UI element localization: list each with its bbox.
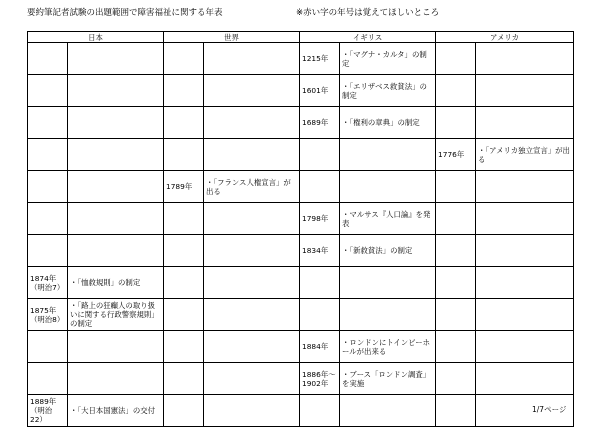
japan-event-cell: ・「路上の狂癲人の取り扱いに関する行政警察規則」の制定 [68,299,164,331]
world-event-cell [204,363,300,395]
header-japan: 日本 [28,32,164,43]
britain-event-cell: ・ロンドンにトインビーホールが出来る [340,331,436,363]
america-year-cell [436,107,476,139]
page-number: 1/7ページ [532,405,567,414]
america-year-cell [436,75,476,107]
america-event-cell [476,203,574,235]
japan-event-cell [68,203,164,235]
world-year-cell [164,203,204,235]
britain-year-cell: 1798年 [300,203,340,235]
america-event-cell: ・「アメリカ独立宣言」が出る [476,139,574,171]
britain-event-cell: ・ブース「ロンドン調査」を実施 [340,363,436,395]
america-event-cell [476,363,574,395]
japan-year-cell [28,75,68,107]
japan-year-cell [28,203,68,235]
britain-event-cell: ・「新救貧法」の制定 [340,235,436,267]
world-event-cell [204,107,300,139]
world-year-cell [164,43,204,75]
japan-event-cell [68,139,164,171]
world-year-cell [164,331,204,363]
japan-year-cell: 1889年 （明治22） [28,395,68,427]
america-event-cell [476,171,574,203]
world-year-cell [164,75,204,107]
world-event-cell [204,267,300,299]
japan-year-cell [28,107,68,139]
header-row [28,32,574,43]
america-event-cell [476,235,574,267]
table-row [28,395,574,427]
britain-year-cell: 1601年 [300,75,340,107]
world-year-cell [164,139,204,171]
header-britain: イギリス [300,32,436,43]
world-year-cell [164,299,204,331]
world-event-cell [204,395,300,427]
japan-year-cell [28,43,68,75]
america-year-cell [436,171,476,203]
britain-year-cell [300,395,340,427]
britain-year-cell: 1215年 [300,43,340,75]
world-event-cell: ・「フランス人権宣言」が出る [204,171,300,203]
table-row [28,203,574,235]
britain-event-cell [340,267,436,299]
japan-event-cell [68,171,164,203]
britain-year-cell: 1884年 [300,331,340,363]
japan-year-cell [28,363,68,395]
world-year-cell [164,363,204,395]
britain-event-cell [340,395,436,427]
table-row [28,107,574,139]
britain-event-cell: ・マルサス『人口論』を発表 [340,203,436,235]
world-event-cell [204,43,300,75]
america-year-cell [436,203,476,235]
table-row [28,331,574,363]
japan-year-cell [28,331,68,363]
japan-year-cell [28,171,68,203]
table-row [28,267,574,299]
america-event-cell [476,43,574,75]
america-year-cell [436,267,476,299]
japan-event-cell [68,363,164,395]
britain-year-cell [300,267,340,299]
britain-event-cell: ・「権利の章典」の制定 [340,107,436,139]
japan-year-cell: 1874年 （明治7） [28,267,68,299]
world-year-cell [164,395,204,427]
header-america: アメリカ [436,32,574,43]
japan-event-cell [68,235,164,267]
britain-event-cell: ・「エリザベス救貧法」の制定 [340,75,436,107]
britain-event-cell [340,139,436,171]
world-year-cell [164,267,204,299]
japan-event-cell: ・「大日本国憲法」の交付 [68,395,164,427]
chronology-table [27,31,574,427]
america-year-cell [436,331,476,363]
world-event-cell [204,75,300,107]
japan-event-cell [68,43,164,75]
world-event-cell [204,203,300,235]
britain-year-cell: 1834年 [300,235,340,267]
britain-event-cell: ・「マグナ・カルタ」の制定 [340,43,436,75]
america-year-cell [436,235,476,267]
table-row [28,75,574,107]
world-year-cell: 1789年 [164,171,204,203]
world-event-cell [204,139,300,171]
japan-event-cell [68,107,164,139]
document-title: 要約筆記者試験の出題範囲で障害福祉に関する年表 [27,8,223,18]
britain-year-cell [300,299,340,331]
britain-year-cell [300,171,340,203]
table-row [28,43,574,75]
america-event-cell [476,331,574,363]
america-year-cell [436,299,476,331]
america-year-cell [436,395,476,427]
world-event-cell [204,235,300,267]
america-event-cell [476,267,574,299]
britain-year-cell: 1689年 [300,107,340,139]
america-year-cell [436,363,476,395]
america-year-cell [436,43,476,75]
world-event-cell [204,331,300,363]
japan-year-cell [28,139,68,171]
table-row [28,363,574,395]
america-event-cell [476,107,574,139]
america-year-cell: 1776年 [436,139,476,171]
world-year-cell [164,235,204,267]
table-row [28,139,574,171]
america-event-cell [476,299,574,331]
red-year-note: ※赤い字の年号は覚えてほしいところ [296,8,440,18]
table-row [28,235,574,267]
britain-year-cell: 1886年～ 1902年 [300,363,340,395]
japan-year-cell [28,235,68,267]
table-row [28,299,574,331]
britain-event-cell [340,299,436,331]
japan-event-cell [68,331,164,363]
world-event-cell [204,299,300,331]
table-row [28,171,574,203]
britain-event-cell [340,171,436,203]
japan-event-cell [68,75,164,107]
world-year-cell [164,107,204,139]
america-event-cell [476,75,574,107]
header-world: 世界 [164,32,300,43]
japan-year-cell: 1875年 （明治8） [28,299,68,331]
japan-event-cell: ・「恤救規則」の制定 [68,267,164,299]
britain-year-cell [300,139,340,171]
